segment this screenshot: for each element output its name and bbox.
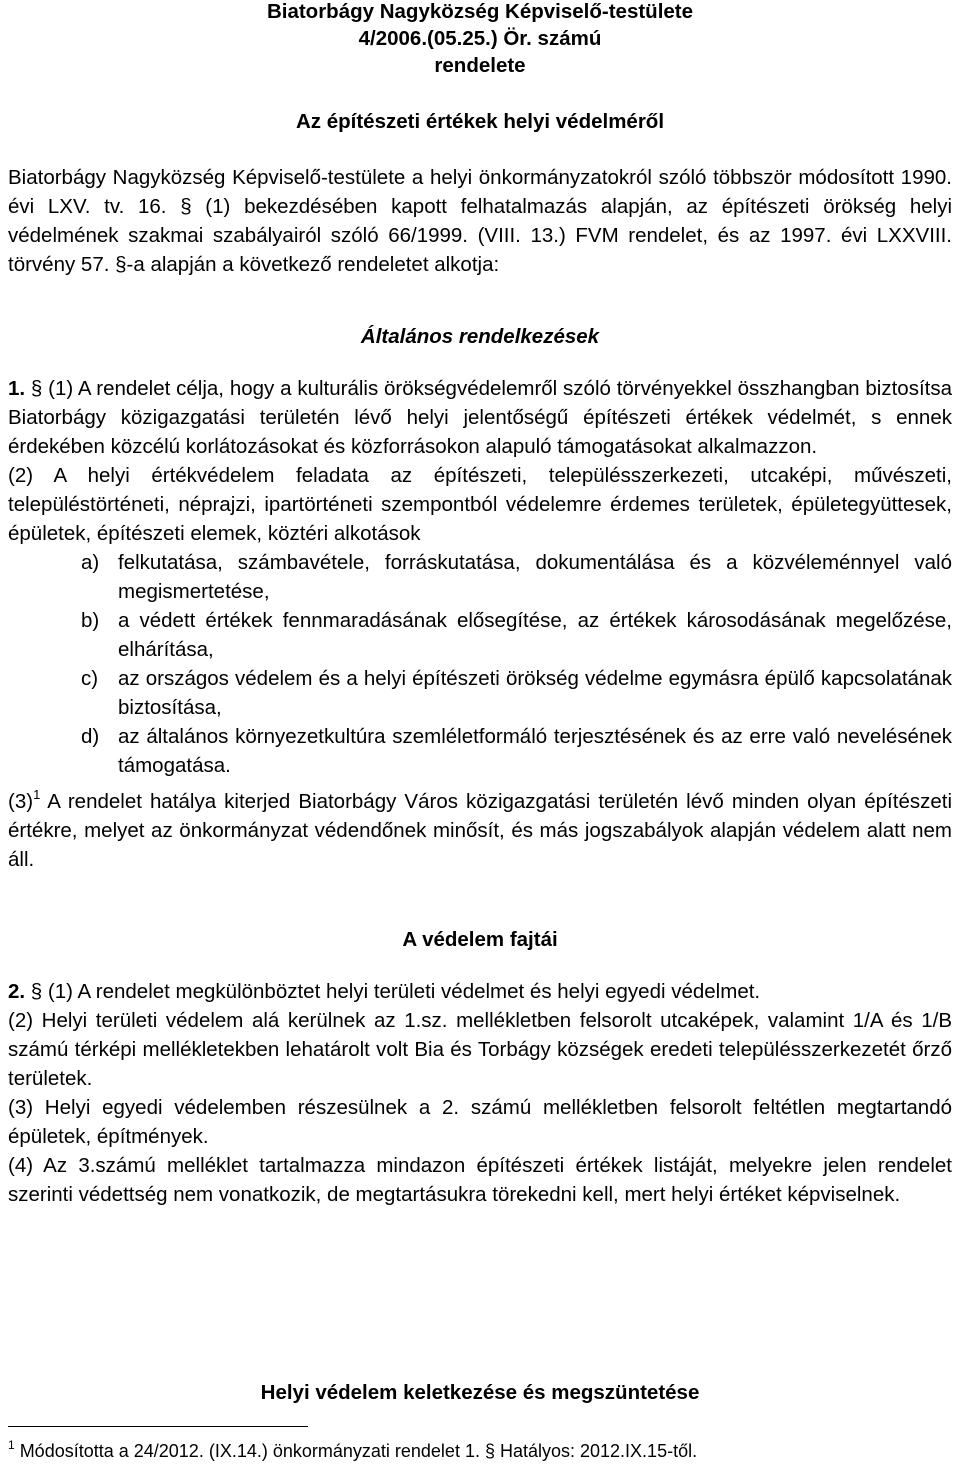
- list-item: [81, 548, 952, 606]
- section-title-origin-and-termination: Helyi védelem keletkezése és megszüntetése: [260, 1381, 700, 1404]
- paragraph-1-3: [8, 780, 952, 874]
- paragraph-2-3: (3) Helyi egyedi védelemben részesülnek a 2. számú mellékletben felsorolt feltétlen megtartandó épületek, építmények.: [8, 1096, 952, 1148]
- header-line-2: 4/2006.(05.25.) Ör. számú: [358, 27, 602, 50]
- list-item-text: a védett értékek fennmaradásának elősegítése, az értékek károsodásának megelőzése, elhárítása,: [118, 609, 952, 661]
- footnote-text: Módosította a 24/2012. (IX.14.) önkormányzati rendelet 1. § Hatályos: 2012.IX.15-től.: [14, 1441, 698, 1461]
- footnote-marker: 1: [8, 1438, 15, 1452]
- header-line-1: Biatorbágy Nagyközség Képviselő-testülete: [266, 0, 694, 23]
- footnote-separator: [8, 1426, 308, 1427]
- list-item-label: c): [81, 667, 99, 690]
- document-subject: Az építészeti értékek helyi védelméről: [295, 110, 665, 133]
- list-item-text: felkutatása, számbavétele, forráskutatása, dokumentálása és a közvéleménnyel való megismertetése,: [118, 551, 952, 603]
- task-list: [8, 548, 952, 780]
- paragraph-2-2: (2) Helyi területi védelem alá kerülnek az 1.sz. mellékletben felsorolt utcaképek, valamint 1/A és 1/B számú térképi mellékletekben lehatárolt volt Bia és Torbágy községek eredeti településszerkezetét őrző területek.: [8, 1009, 952, 1090]
- paragraph-1-1-text: § (1) A rendelet célja, hogy a kulturális örökségvédelemről szóló törvényekkel összhangban biztosítsa Biatorbágy közigazgatási területén lévő helyi jelentőségű építészeti értékek védelmét, s ennek érdekében közcélú korlátozásokat és közforrásokon alapuló támogatásokat alkalmazzon.: [8, 377, 952, 458]
- paragraph-2-1: [8, 977, 952, 1006]
- list-item: [81, 722, 952, 780]
- paragraph-number-2: 2.: [8, 980, 26, 1003]
- header-line-3: rendelete: [434, 54, 526, 77]
- section-title-protection-types: A védelem fajtái: [402, 928, 558, 951]
- list-item-label: d): [81, 725, 100, 748]
- list-item-text: az országos védelem és a helyi építészeti örökség védelme egymásra épülő kapcsolatának biztosítása,: [118, 667, 952, 719]
- preamble: Biatorbágy Nagyközség Képviselő-testülete a helyi önkormányzatokról szóló többször módosított 1990. évi LXV. tv. 16. § (1) bekezdésében kapott felhatalmazás alapján, az építészeti örökség helyi védelmének szakmai szabályairól szóló 66/1999. (VIII. 13.) FVM rendelet, és az 1997. évi LXXVIII. törvény 57. §-a alapján a következő rendeletet alkotja:: [8, 166, 952, 276]
- paragraph-2-4: (4) Az 3.számú melléklet tartalmazza mindazon építészeti értékek listáját, melyekre jelen rendelet szerinti védettség nem vonatkozik, de megtartásukra törekedni kell, mert helyi értéket képviselnek.: [8, 1154, 952, 1206]
- paragraph-1-3-label: (3): [8, 790, 34, 813]
- list-item-label: a): [81, 551, 100, 574]
- paragraph-1-1: [8, 374, 952, 461]
- section-title-general: Általános rendelkezések: [360, 325, 600, 348]
- paragraph-2-1-text: § (1) A rendelet megkülönböztet helyi területi védelmet és helyi egyedi védelmet.: [25, 980, 761, 1003]
- list-item: [81, 664, 952, 722]
- list-item: [81, 606, 952, 664]
- list-item-text: az általános környezetkultúra szemléletformáló terjesztésének és az erre való nevelésének támogatása.: [118, 725, 952, 777]
- footnote-reference[interactable]: 1: [33, 787, 41, 802]
- document-header: [8, 0, 952, 135]
- footnote: [8, 1433, 697, 1463]
- paragraph-1-2: (2) A helyi értékvédelem feladata az építészeti, településszerkezeti, utcaképi, művészeti, településtörténeti, néprajzi, ipartörténeti szempontból védelemre érdemes területek, épületegyüttesek, épületek, építészeti elemek, köztéri alkotások: [8, 464, 952, 545]
- list-item-label: b): [81, 609, 100, 632]
- paragraph-number-1: 1.: [8, 377, 26, 400]
- paragraph-1-3-text: A rendelet hatálya kiterjed Biatorbágy Város közigazgatási területén lévő minden olyan építészeti értékre, melyet az önkormányzat védendőnek minősít, és más jogszabályok alapján védelem alatt nem áll.: [8, 790, 952, 871]
